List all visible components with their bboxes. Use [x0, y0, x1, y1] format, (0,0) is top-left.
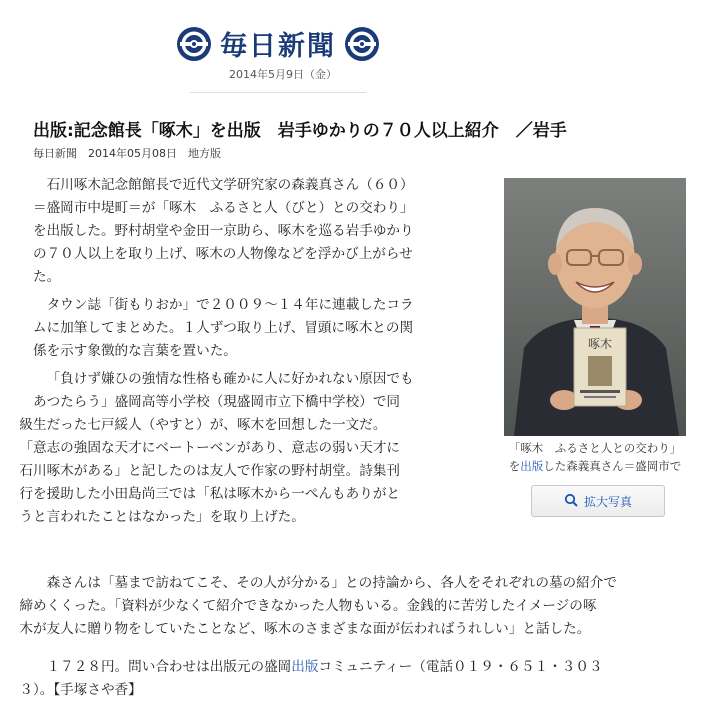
caption-publish-link[interactable]: 出版 [520, 459, 544, 473]
paragraph-line: １７２８円。問い合わせは出版元の盛岡 [46, 659, 292, 675]
paragraph-line: 木が友人に贈り物をしていたことなど、啄木のさまざまな面が伝わればうれしい」と話した。 [19, 621, 591, 637]
paragraph-line: ムに加筆してまとめた。１人ずつ取り上げ、冒頭に啄木との関 [33, 320, 414, 336]
article-headline: 出版:記念館長「啄木」を出版 岩手ゆかりの７０人以上紹介 ／岩手 [33, 121, 567, 141]
paragraph-line: 石川啄木がある」と記したのは友人で作家の野村胡堂。詩集刊 [19, 463, 401, 479]
mainichi-emblem-icon [344, 26, 380, 62]
mainichi-emblem-icon [176, 26, 212, 62]
masthead-logo[interactable] [176, 24, 380, 63]
masthead-divider [190, 92, 366, 93]
paragraph-line: ＝盛岡市中堤町＝が「啄木 ふるさと人（びと）との交わり」 [33, 200, 414, 216]
brand-name: 毎日新聞 [220, 31, 336, 62]
portrait-illustration [504, 178, 686, 436]
paragraph-line: を出版した。野村胡堂や金田一京助ら、啄木を巡る岩手ゆかり [33, 223, 414, 239]
caption-line: 「啄木 ふるさと人との交わり」 [508, 441, 682, 455]
photo-block [504, 178, 686, 523]
issue-date: 2014年5月9日（金） [229, 68, 337, 81]
magnifier-icon [564, 493, 578, 510]
article-photo[interactable] [504, 178, 686, 436]
article-byline: 毎日新聞 2014年05月08日 地方版 [33, 147, 221, 160]
paragraph-line: た。 [33, 269, 61, 285]
article-paragraph-2 [33, 294, 473, 363]
paragraph-line: ３）。【手塚さや香】 [19, 682, 142, 698]
paragraph-line: 係を示す象徴的な言葉を置いた。 [33, 343, 237, 359]
paragraph-line: 森さんは「墓まで訪ねてこそ、その人が分かる」との持論から、各人をそれぞれの墓の紹介で [46, 575, 617, 591]
paragraph-line: 盛岡高等小学校（現盛岡市立下橋中学校）で同 [114, 394, 401, 410]
enlarge-photo-label: 拡大写真 [583, 494, 632, 509]
paragraph-line: 締めくくった。「資料が少なくて紹介できなかった人物もいる。金銭的に苦労したイメージの啄 [19, 598, 597, 614]
article-paragraph-5 [19, 656, 693, 702]
paragraph-line: うと言われたことはなかった」を取り上げた。 [19, 509, 305, 525]
photo-caption [504, 439, 686, 475]
article-paragraph-1 [33, 174, 473, 289]
paragraph-line: タウン誌「街もりおか」で２００９～１４年に連載したコラ [46, 297, 414, 313]
paragraph-line: 級生だった七戸綏人（やすと）が、啄木を回想した一文だ。 [19, 417, 387, 433]
article-paragraph-3 [19, 368, 473, 529]
paragraph-line: あつたらう」 [33, 394, 115, 410]
paragraph-line: 「負けず嫌ひの強情な性格も確かに人に好かれない原因でも [46, 371, 414, 387]
masthead [0, 18, 726, 98]
caption-line: を [508, 459, 521, 473]
paragraph-line: 「意志の強固な天才にベートーベンがあり、意志の弱い天才に [19, 440, 401, 456]
publisher-link[interactable]: 出版 [291, 659, 319, 675]
paragraph-line: コミュニティー（電話０１９・６５１・３０３ [318, 659, 603, 675]
article-paragraph-4 [19, 572, 693, 641]
book-title: 啄木 [587, 337, 613, 351]
paragraph-line: 石川啄木記念館館長で近代文学研究家の森義真さん（６０） [46, 177, 414, 193]
enlarge-photo-button[interactable] [531, 485, 665, 517]
paragraph-line: 行を援助した小田島尚三では「私は啄木から一ぺんもありがと [19, 486, 401, 502]
paragraph-line: の７０人以上を取り上げ、啄木の人物像などを浮かび上がらせ [33, 246, 413, 262]
caption-line: した森義真さん＝盛岡市で [543, 459, 682, 473]
